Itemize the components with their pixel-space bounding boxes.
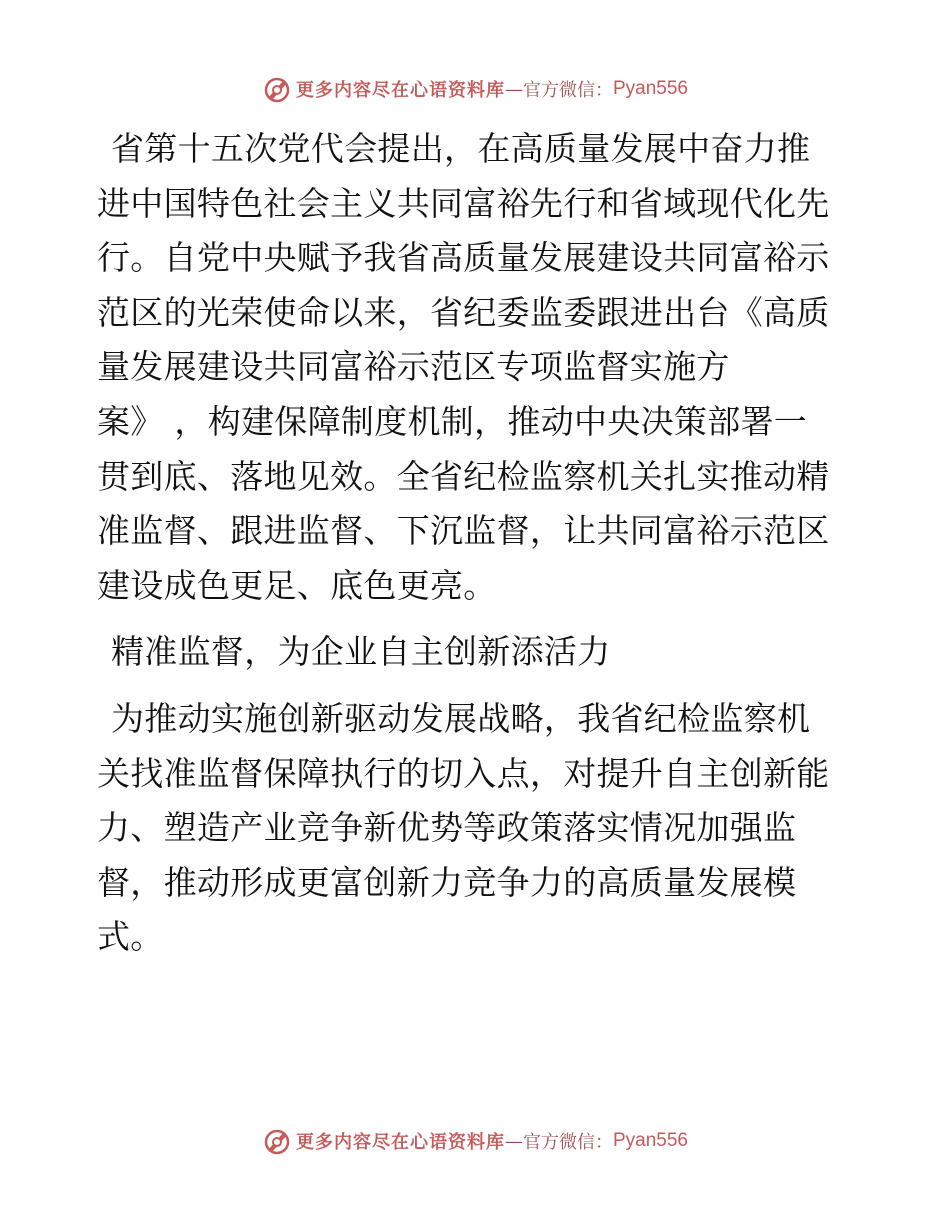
paragraph-1: [97, 122, 857, 613]
watermark-wechat-id: Pyan556: [612, 78, 688, 99]
text-line: 准监督、跟进监督、下沉监督，让共同富裕示范区: [97, 511, 830, 551]
header-watermark: [0, 72, 950, 106]
text-line: 进中国特色社会主义共同富裕先行和省域现代化先: [97, 183, 830, 223]
document-body: [97, 122, 857, 965]
text-line: 量发展建设共同富裕示范区专项监督实施方: [97, 347, 730, 387]
text-line: 建设成色更足、底色更亮。: [97, 565, 497, 605]
text-line: 为推动实施创新驱动发展战略，我省纪检监察机: [111, 698, 811, 738]
watermark-wechat-id: Pyan556: [612, 1130, 688, 1151]
text-line: 行。自党中央赋予我省高质量发展建设共同富裕示: [97, 238, 830, 278]
quill-seal-logo-icon: [262, 74, 292, 104]
text-line: 案》 ，构建保障制度机制，推动中央决策部署一: [97, 401, 808, 441]
watermark-site-text: 更多内容尽在心语资料库: [295, 80, 505, 101]
text-line: 督，推动形成更富创新力竞争力的高质量发展模: [97, 862, 797, 902]
quill-seal-logo-icon: [262, 1126, 292, 1156]
section-heading: [97, 625, 857, 680]
text-line: 贯到底、落地见效。全省纪检监察机关扎实推动精: [97, 456, 830, 496]
heading-text: 精准监督，为企业自主创新添活力: [111, 632, 611, 672]
watermark-wechat-label: 官方微信：: [522, 1132, 613, 1153]
text-line: 省第十五次党代会提出，在高质量发展中奋力推: [111, 129, 811, 168]
watermark-dash: —: [504, 1130, 523, 1152]
text-line: 关找准监督保障执行的切入点，对提升自主创新能: [97, 753, 830, 793]
text-line: 式。: [97, 917, 164, 957]
text-line: 力、塑造产业竞争新优势等政策落实情况加强监: [97, 808, 797, 848]
watermark-dash: —: [504, 78, 523, 100]
watermark-site-text: 更多内容尽在心语资料库: [295, 1132, 505, 1153]
watermark-wechat-label: 官方微信：: [522, 80, 613, 101]
text-line: 范区的光荣使命以来，省纪委监委跟进出台《高质: [97, 292, 830, 332]
paragraph-2: [97, 692, 857, 965]
footer-watermark: [0, 1124, 950, 1158]
